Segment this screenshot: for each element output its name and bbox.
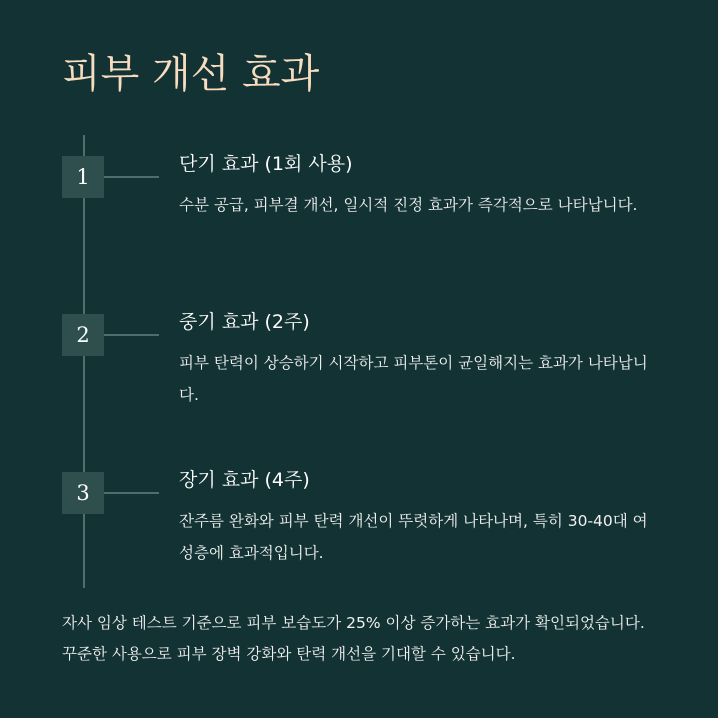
timeline-line — [83, 135, 85, 588]
step-connector — [104, 176, 159, 178]
step-description: 수분 공급, 피부결 개선, 일시적 진정 효과가 즉각적으로 나타납니다. — [179, 196, 638, 214]
page-title: 피부 개선 효과 — [62, 51, 320, 97]
step-connector — [104, 492, 159, 494]
step-heading: 장기 효과 (4주) — [179, 469, 310, 491]
step-number-badge: 2 — [62, 314, 104, 356]
step-heading: 단기 효과 (1회 사용) — [179, 153, 353, 175]
step-description: 피부 탄력이 상승하기 시작하고 피부톤이 균일해지는 효과가 나타납니다. — [179, 354, 648, 404]
clinical-note: 자사 임상 테스트 기준으로 피부 보습도가 25% 이상 증가하는 효과가 확인되었습니다. 꾸준한 사용으로 피부 장벽 강화와 탄력 개선을 기대할 수 있습니다. — [62, 614, 645, 663]
step-description: 잔주름 완화와 피부 탄력 개선이 뚜렷하게 나타나며, 특히 30-40대 여성층에 효과적입니다. — [179, 512, 648, 562]
step-heading: 중기 효과 (2주) — [179, 311, 310, 333]
step-number-badge: 1 — [62, 156, 104, 198]
step-number-badge: 3 — [62, 472, 104, 514]
step-connector — [104, 334, 159, 336]
